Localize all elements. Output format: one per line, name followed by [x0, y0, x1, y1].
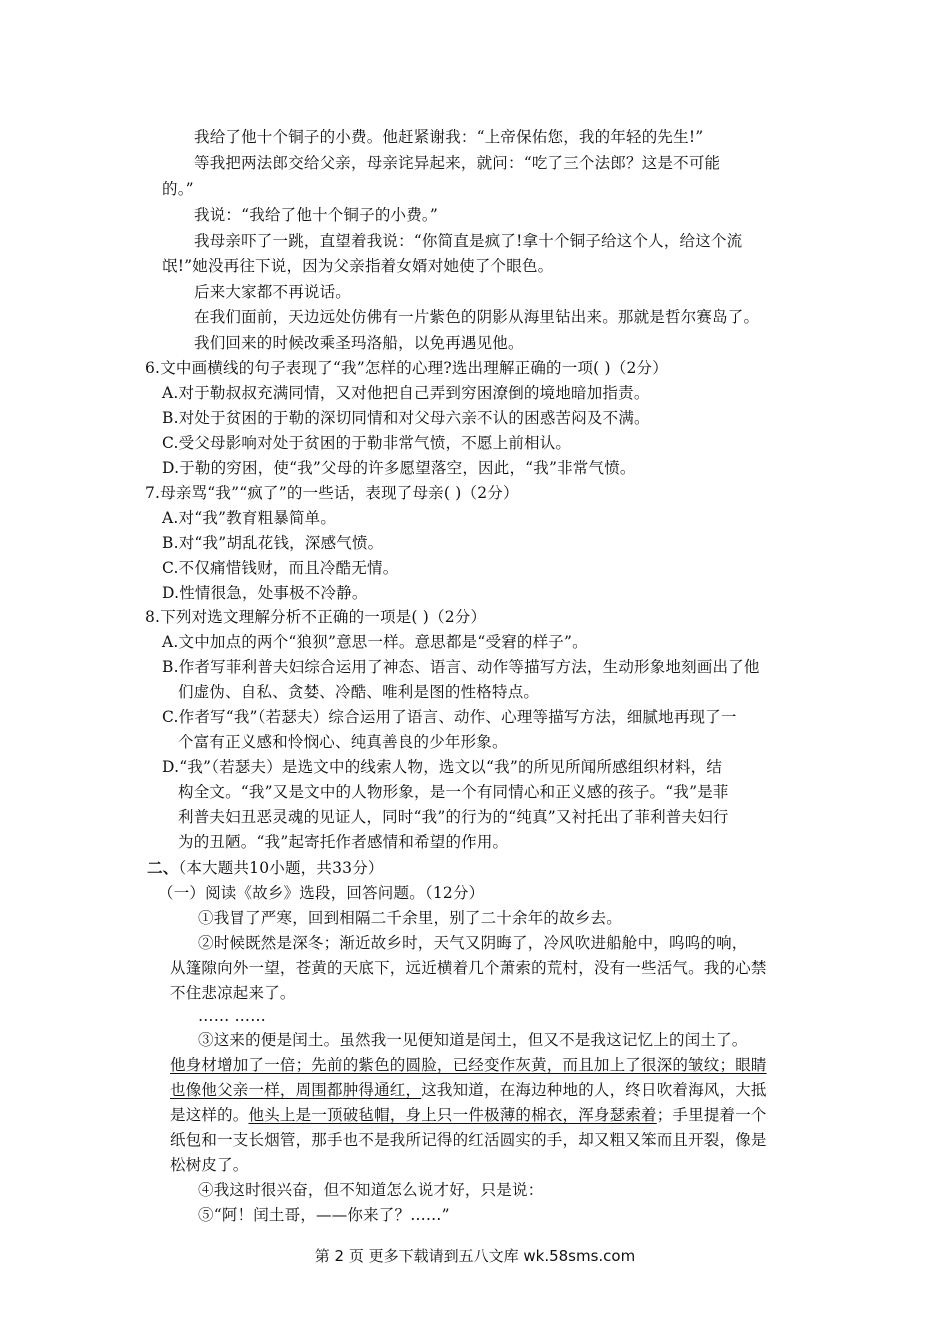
question-7-stem: 7.母亲骂“我”“疯了”的一些话，表现了母亲( )（2分） — [145, 484, 519, 502]
question-7-option-b: B.对“我”胡乱花钱，深感气愤。 — [162, 534, 384, 552]
passage-line: 我给了他十个铜子的小费。他赶紧谢我：“上帝保佑您，我的年轻的先生!” — [194, 128, 704, 146]
section-number: 二、 — [147, 858, 179, 877]
section-description: （本大题共10小题，共33分） — [178, 859, 384, 877]
passage-line: 在我们面前，天边远处仿佛有一片紫色的阴影从海里钻出来。那就是哲尔赛岛了。 — [194, 308, 760, 326]
underlined-sentence: 也像他父亲一样，周围都肿得通红， — [170, 1081, 422, 1099]
question-8-option-a: A.文中加点的两个“狼狈”意思一样。意思都是“受窘的样子”。 — [162, 633, 588, 651]
underlined-sentence: 他身材增加了一倍；先前的紫色的圆脸，已经变作灰黄，而且加上了很深的皱纹；眼睛 — [170, 1056, 767, 1074]
question-8-stem: 8.下列对选文理解分析不正确的一项是( )（2分） — [145, 608, 487, 626]
excerpt-paragraph-5: ⑤“阿！闰土哥，——你来了？……” — [198, 1206, 450, 1224]
excerpt-ellipsis: …… …… — [198, 1007, 266, 1025]
plain-text: ；手里提着一个 — [656, 1106, 767, 1124]
excerpt-paragraph-3: ③这来的便是闰土。虽然我一见便知道是闰土，但又不是我这记忆上的闰土了。 — [198, 1031, 748, 1049]
question-6-option-a: A.对于勒叔叔充满同情，又对他把自己弄到穷困潦倒的境地暗加指责。 — [162, 384, 650, 402]
question-8-option-c: C.作者写“我”（若瑟夫）综合运用了语言、动作、心理等描写方法，细腻地再现了一 — [162, 708, 737, 726]
excerpt-paragraph-3-cont — [170, 1105, 767, 1125]
plain-text: 是这样的。 — [170, 1106, 249, 1124]
question-7-option-c: C.不仅痛惜钱财，而且冷酷无情。 — [162, 559, 399, 577]
question-8-option-d: D.“我”（若瑟夫）是选文中的线索人物，选文以“我”的所见所闻所感组织材料，结 — [162, 758, 723, 776]
page-footer: 第 2 页 更多下载请到五八文库 wk.58sms.com — [314, 1247, 636, 1265]
question-7-option-a: A.对“我”教育粗暴简单。 — [162, 509, 337, 527]
question-8-option-d-cont: 构全文。“我”又是文中的人物形象，是一个有同情心和正义感的孩子。“我”是菲 — [178, 783, 729, 801]
passage-line: 的。” — [162, 180, 194, 198]
question-8-option-c-cont: 个富有正义感和怜悯心、纯真善良的少年形象。 — [178, 733, 508, 751]
question-8-option-b-cont: 们虚伪、自私、贪婪、冷酷、唯利是图的性格特点。 — [178, 683, 540, 701]
question-6-option-c: C.受父母影响对处于贫困的于勒非常气愤，不愿上前相认。 — [162, 434, 572, 452]
excerpt-paragraph-4: ④我这时很兴奋，但不知道怎么说才好，只是说： — [198, 1181, 544, 1199]
reading-part-title: （一）阅读《故乡》选段，回答问题。（12分） — [158, 884, 485, 902]
excerpt-paragraph-1: ①我冒了严寒，回到相隔二千余里，别了二十余年的故乡去。 — [198, 909, 622, 927]
question-7-option-d: D.性情很急，处事极不冷静。 — [162, 584, 368, 602]
excerpt-paragraph-3-cont — [170, 1080, 767, 1100]
plain-text: 这我知道，在海边种地的人，终日吹着海风，大抵 — [421, 1081, 767, 1099]
excerpt-paragraph-2-cont: 不住悲凉起来了。 — [170, 984, 296, 1002]
question-6-option-d: D.于勒的穷困，使“我”父母的许多愿望落空，因此，“我”非常气愤。 — [162, 459, 636, 477]
question-8-option-b: B.作者写菲利普夫妇综合运用了神态、语言、动作等描写方法，生动形象地刻画出了他 — [162, 658, 760, 676]
passage-line: 等我把两法郎交给父亲，母亲诧异起来，就问：“吃了三个法郎？这是不可能 — [194, 154, 721, 172]
section-2-header — [147, 858, 384, 878]
passage-line: 我母亲吓了一跳，直望着我说：“你简直是疯了!拿十个铜子给这个人，给这个流 — [194, 232, 743, 250]
question-6-option-b: B.对处于贫困的于勒的深切同情和对父母六亲不认的困惑苦闷及不满。 — [162, 409, 650, 427]
excerpt-paragraph-3-cont: 纸包和一支长烟管，那手也不是我所记得的红活圆实的手，却又粗又笨而且开裂，像是 — [170, 1131, 767, 1149]
passage-line: 氓!”她没再往下说，因为父亲指着女婿对她使了个眼色。 — [162, 257, 554, 275]
excerpt-paragraph-2-cont: 从篷隙向外一望，苍黄的天底下，远近横着几个萧索的荒村，没有一些活气。我的心禁 — [170, 959, 767, 977]
passage-line: 后来大家都不再说话。 — [194, 283, 352, 301]
question-8-option-d-cont: 利普夫妇丑恶灵魂的见证人，同时“我”的行为的“纯真”又衬托出了菲利普夫妇行 — [178, 808, 729, 826]
excerpt-paragraph-3-cont: 松树皮了。 — [170, 1156, 249, 1174]
question-6-stem: 6.文中画横线的句子表现了“我”怎样的心理?选出理解正确的一项( )（2分） — [145, 359, 668, 377]
passage-line: 我们回来的时候改乘圣玛洛船，以免再遇见他。 — [194, 334, 524, 352]
excerpt-paragraph-2: ②时候既然是深冬；渐近故乡时，天气又阴晦了，冷风吹进船舱中，呜呜的响， — [198, 934, 748, 952]
underlined-sentence: 他头上是一顶破毡帽，身上只一件极薄的棉衣，浑身瑟索着 — [248, 1106, 657, 1124]
passage-line: 我说：“我给了他十个铜子的小费。” — [194, 206, 438, 224]
question-8-option-d-cont: 为的丑陋。“我”起寄托作者感情和希望的作用。 — [178, 833, 509, 851]
